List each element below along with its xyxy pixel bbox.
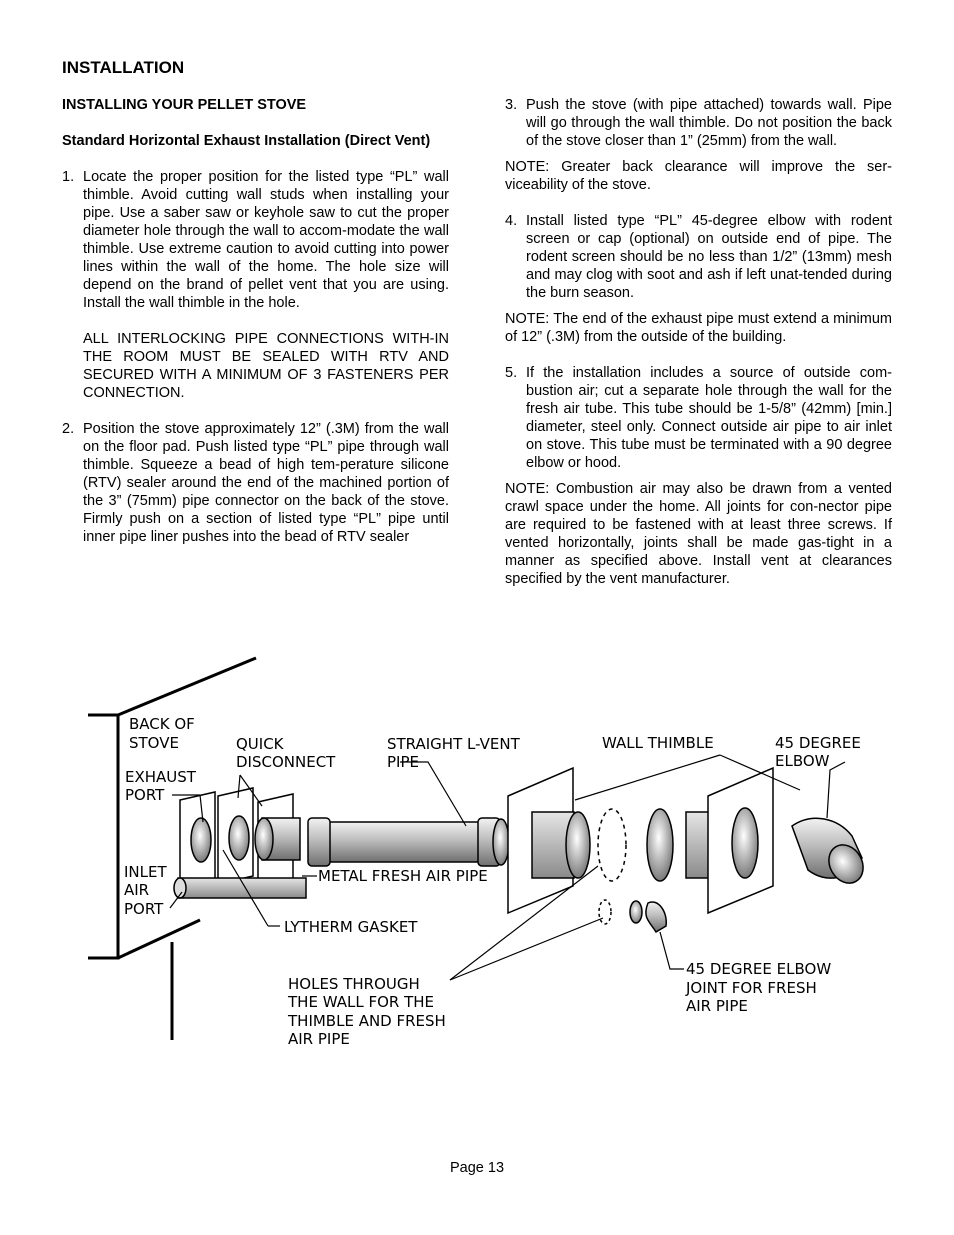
label-exhaust-port: EXHAUST PORT	[125, 768, 196, 804]
subheading: INSTALLING YOUR PELLET STOVE	[62, 97, 307, 113]
label-lytherm-gasket: LYTHERM GASKET	[284, 918, 418, 936]
step-number: 4.	[505, 213, 518, 229]
section-title: Standard Horizontal Exhaust Installation (Direct Vent)	[62, 133, 431, 149]
step-4	[505, 212, 892, 302]
wall-thimble	[508, 768, 773, 913]
step-text: Position the stove approximately 12” (.3M) from the wall on the floor pad. Push listed type “PL” pipe through wall thimble. Squeeze a bead of high tem-perature silicone (RTV) sealer around the end of the machined portion of the 3” (75mm) pipe connector on the back of the stove. Firmly push on a section of listed type “PL” pipe until inner pipe liner pushes into the bead of RTV sealer	[83, 421, 449, 545]
step-2	[62, 420, 449, 546]
step-number: 1.	[62, 169, 75, 185]
step-number: 5.	[505, 365, 518, 381]
step-text: If the installation includes a source of outside com-bustion air; cut a separate hole through the wall for the fresh air tube. This tube should be 1-5/8” (42mm) [min.] diameter, steel only. Connect outside air pipe to air inlet on stove. This tube must be terminated with a 90 degree elbow or hood.	[526, 365, 892, 471]
step-5	[505, 364, 892, 472]
note-step-3: NOTE: Greater back clearance will improve the ser-viceability of the stove.	[505, 159, 892, 193]
step-text: Install listed type “PL” 45-degree elbow with rodent screen or cap (optional) on outside end of pipe. The rodent screen should be no less than 1/2” (13mm) mesh and may clog with soot and ash if left unat-tended during the burn season.	[526, 213, 892, 301]
label-back-of-stove: BACK OF STOVE	[129, 715, 195, 752]
straight-l-vent-pipe	[308, 818, 509, 866]
label-45-degree-elbow: 45 DEGREE ELBOW	[775, 734, 861, 770]
left-column	[62, 96, 449, 564]
note-step-5: NOTE: Combustion air may also be drawn from a vented crawl space under the home. All joints for con-nector pipe are required to be fastened with at least three screws. If vented horizontally, joints shall be made gas-tight in a manner as specified above. Install vent at clearances specified by the vent manufacturer.	[505, 481, 892, 587]
note-step-4: NOTE: The end of the exhaust pipe must extend a minimum of 12” (.3M) from the outside of the building.	[505, 311, 892, 345]
label-metal-fresh-air-pipe: METAL FRESH AIR PIPE	[318, 867, 488, 885]
label-holes-through-wall: HOLES THROUGH THE WALL FOR THE THIMBLE AND FRESH AIR PIPE	[288, 975, 446, 1048]
label-quick-disconnect: QUICK DISCONNECT	[236, 735, 336, 771]
metal-fresh-air-pipe	[174, 878, 306, 898]
step-warning: ALL INTERLOCKING PIPE CONNECTIONS WITH-IN THE ROOM MUST BE SEALED WITH RTV AND SECURED WITH A MINIMUM OF 3 FASTENERS PER CONNECTION.	[83, 331, 449, 401]
step-number: 2.	[62, 421, 75, 437]
step-text: Locate the proper position for the listed type “PL” wall thimble. Avoid cutting wall studs when installing your pipe. Use a saber saw or keyhole saw to cut the proper diameter hole through the wall to accom-modate the wall thimble. Use extreme caution to avoid cutting into power lines within the wall of the home. The hole size will depend on the brand of pellet vent that you are using. Install the wall thimble in the hole.	[83, 169, 449, 311]
label-inlet-air-port: INLET AIR PORT	[124, 863, 167, 918]
step-1	[62, 168, 449, 402]
elbow-45-fresh-air	[599, 900, 666, 932]
label-45-degree-elbow-fresh-air: 45 DEGREE ELBOW JOINT FOR FRESH AIR PIPE	[686, 960, 832, 1015]
quick-disconnect-plates	[180, 788, 300, 888]
step-3	[505, 96, 892, 150]
step-number: 3.	[505, 97, 518, 113]
label-straight-l-vent-pipe: STRAIGHT L-VENT PIPE	[387, 735, 520, 771]
page-number: Page 13	[449, 1160, 505, 1176]
page-heading: INSTALLATION	[62, 58, 185, 77]
step-text: Push the stove (with pipe attached) towards wall. Pipe will go through the wall thimble. Do not position the back of the stove closer than 1” (25mm) from the wall.	[526, 97, 892, 149]
label-wall-thimble: WALL THIMBLE	[602, 734, 714, 752]
installation-diagram	[0, 640, 954, 1070]
elbow-45-exhaust	[792, 818, 870, 889]
right-column	[505, 96, 892, 606]
